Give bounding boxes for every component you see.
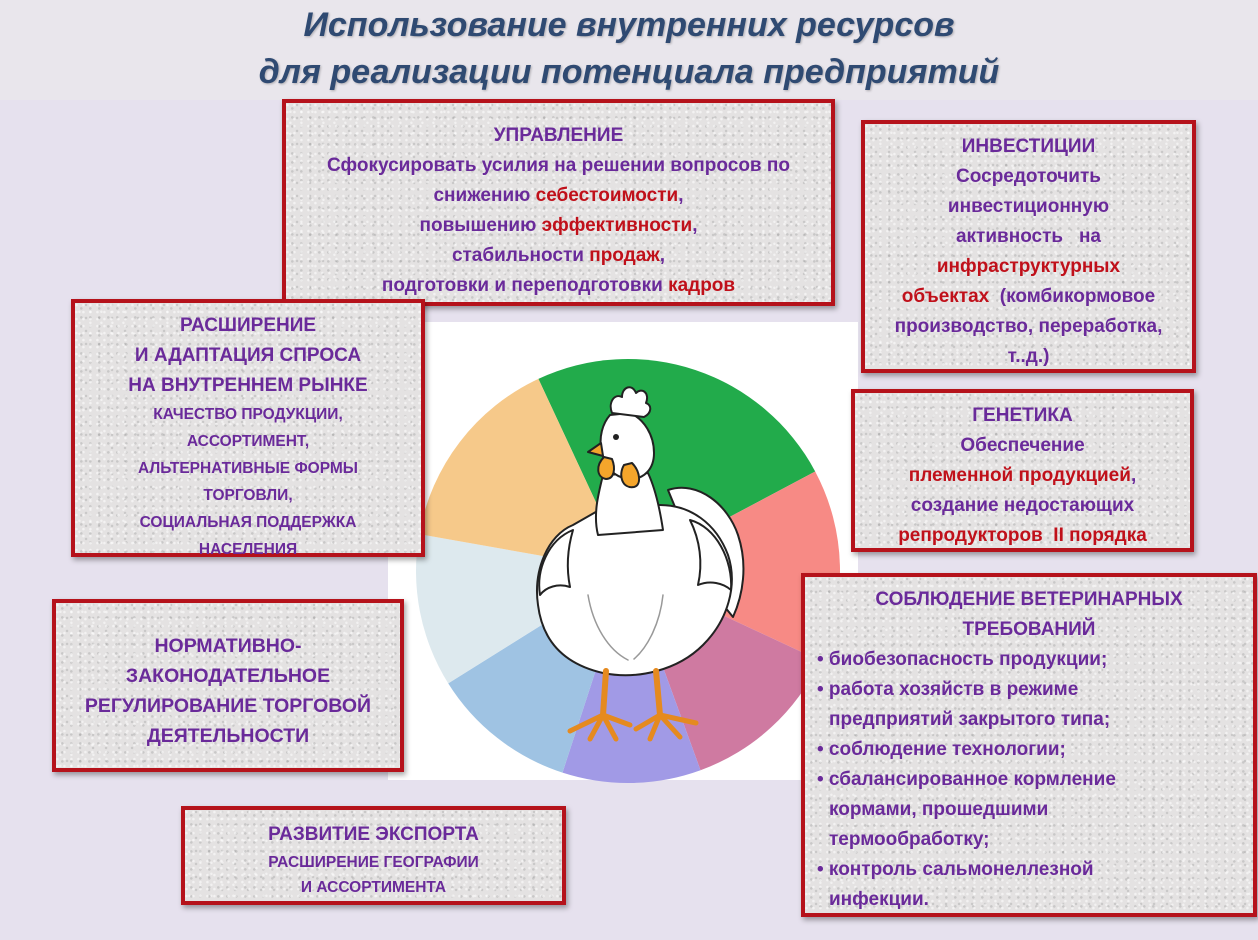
investment-text-3: активность на [955, 226, 1101, 247]
demand-heading-2: И АДАПТАЦИЯ СПРОСА [134, 345, 362, 366]
demand-text-3: АЛЬТЕРНАТИВНЫЕ ФОРМЫ [138, 460, 358, 477]
investment-text-7: т..д.) [1007, 346, 1050, 367]
page-title [0, 2, 1258, 96]
veterinary-list [805, 645, 1253, 915]
demand-text-4: ТОРГОВЛИ, [203, 487, 293, 504]
genetics-text-3: создание недостающих [910, 495, 1135, 516]
export-box [181, 806, 566, 905]
regulation-box [52, 599, 404, 772]
demand-text-1: КАЧЕСТВО ПРОДУКЦИИ, [153, 406, 343, 423]
highlight-cost: себестоимости [535, 185, 679, 206]
veterinary-box [801, 573, 1257, 917]
regulation-text-2: ЗАКОНОДАТЕЛЬНОЕ [125, 665, 331, 687]
management-text-3: повышению эффективности, [419, 215, 698, 236]
title-line-2: для реализации потенциала предприятий [258, 53, 1000, 91]
regulation-text-4: ДЕЯТЕЛЬНОСТИ [146, 725, 310, 747]
list-item: • сбалансированное кормление [817, 769, 1116, 790]
management-text-5: подготовки и переподготовки кадров [381, 275, 736, 296]
veterinary-heading-2: ТРЕБОВАНИЙ [962, 619, 1096, 640]
list-item: • соблюдение технологии; [817, 739, 1066, 760]
highlight-efficiency: эффективности [541, 215, 693, 236]
investment-text-2: инвестиционную [947, 196, 1110, 217]
management-text-4: стабильности продаж, [451, 245, 666, 266]
management-text-1: Сфокусировать усилия на решении вопросов по [327, 155, 790, 176]
demand-text-2: АССОРТИМЕНТ, [186, 433, 310, 450]
list-item: • контроль сальмонеллезной [817, 859, 1094, 880]
list-item-continued: кормами, прошедшими [829, 799, 1049, 820]
management-heading: УПРАВЛЕНИЕ [493, 125, 624, 146]
genetics-heading: ГЕНЕТИКА [972, 405, 1073, 426]
genetics-text-4: репродукторов II порядка [898, 525, 1147, 546]
demand-text-6: НАСЕЛЕНИЯ [198, 541, 298, 558]
investment-box [861, 120, 1196, 373]
genetics-box [851, 389, 1194, 552]
list-item-continued: предприятий закрытого типа; [829, 709, 1111, 730]
highlight-staff: кадров [668, 275, 736, 296]
export-text-1: РАСШИРЕНИЕ ГЕОГРАФИИ [268, 854, 479, 871]
veterinary-heading-1: СОБЛЮДЕНИЕ ВЕТЕРИНАРНЫХ [875, 589, 1183, 610]
regulation-text-1: НОРМАТИВНО- [154, 635, 302, 657]
genetics-text-1: Обеспечение [960, 435, 1085, 456]
investment-text-5: объектах (комбикормовое [901, 286, 1156, 307]
demand-text-5: СОЦИАЛЬНАЯ ПОДДЕРЖКА [139, 514, 357, 531]
investment-text-6: производство, переработка, [894, 316, 1163, 337]
investment-text-4: инфраструктурных [936, 256, 1121, 277]
list-item-continued: инфекции. [829, 889, 929, 910]
demand-expansion-box [71, 299, 425, 557]
title-line-1: Использование внутренних ресурсов [303, 6, 955, 44]
management-box [282, 99, 835, 306]
regulation-text-3: РЕГУЛИРОВАНИЕ ТОРГОВОЙ [84, 695, 372, 717]
investment-text-1: Сосредоточить [956, 166, 1101, 187]
demand-heading-1: РАСШИРЕНИЕ [179, 315, 317, 336]
list-item: • работа хозяйств в режиме [817, 679, 1079, 700]
segment-wheel [398, 355, 858, 787]
genetics-text-2: племенной продукцией, [908, 465, 1137, 486]
export-text-2: И АССОРТИМЕНТА [300, 879, 447, 896]
demand-heading-3: НА ВНУТРЕННЕМ РЫНКЕ [128, 375, 368, 396]
investment-heading: ИНВЕСТИЦИИ [961, 136, 1096, 157]
highlight-sales: продаж [589, 245, 660, 266]
management-text-2: снижению себестоимости, [433, 185, 684, 206]
list-item-continued: термообработку; [829, 829, 990, 850]
export-heading: РАЗВИТИЕ ЭКСПОРТА [268, 824, 479, 845]
list-item: • биобезопасность продукции; [817, 649, 1108, 670]
